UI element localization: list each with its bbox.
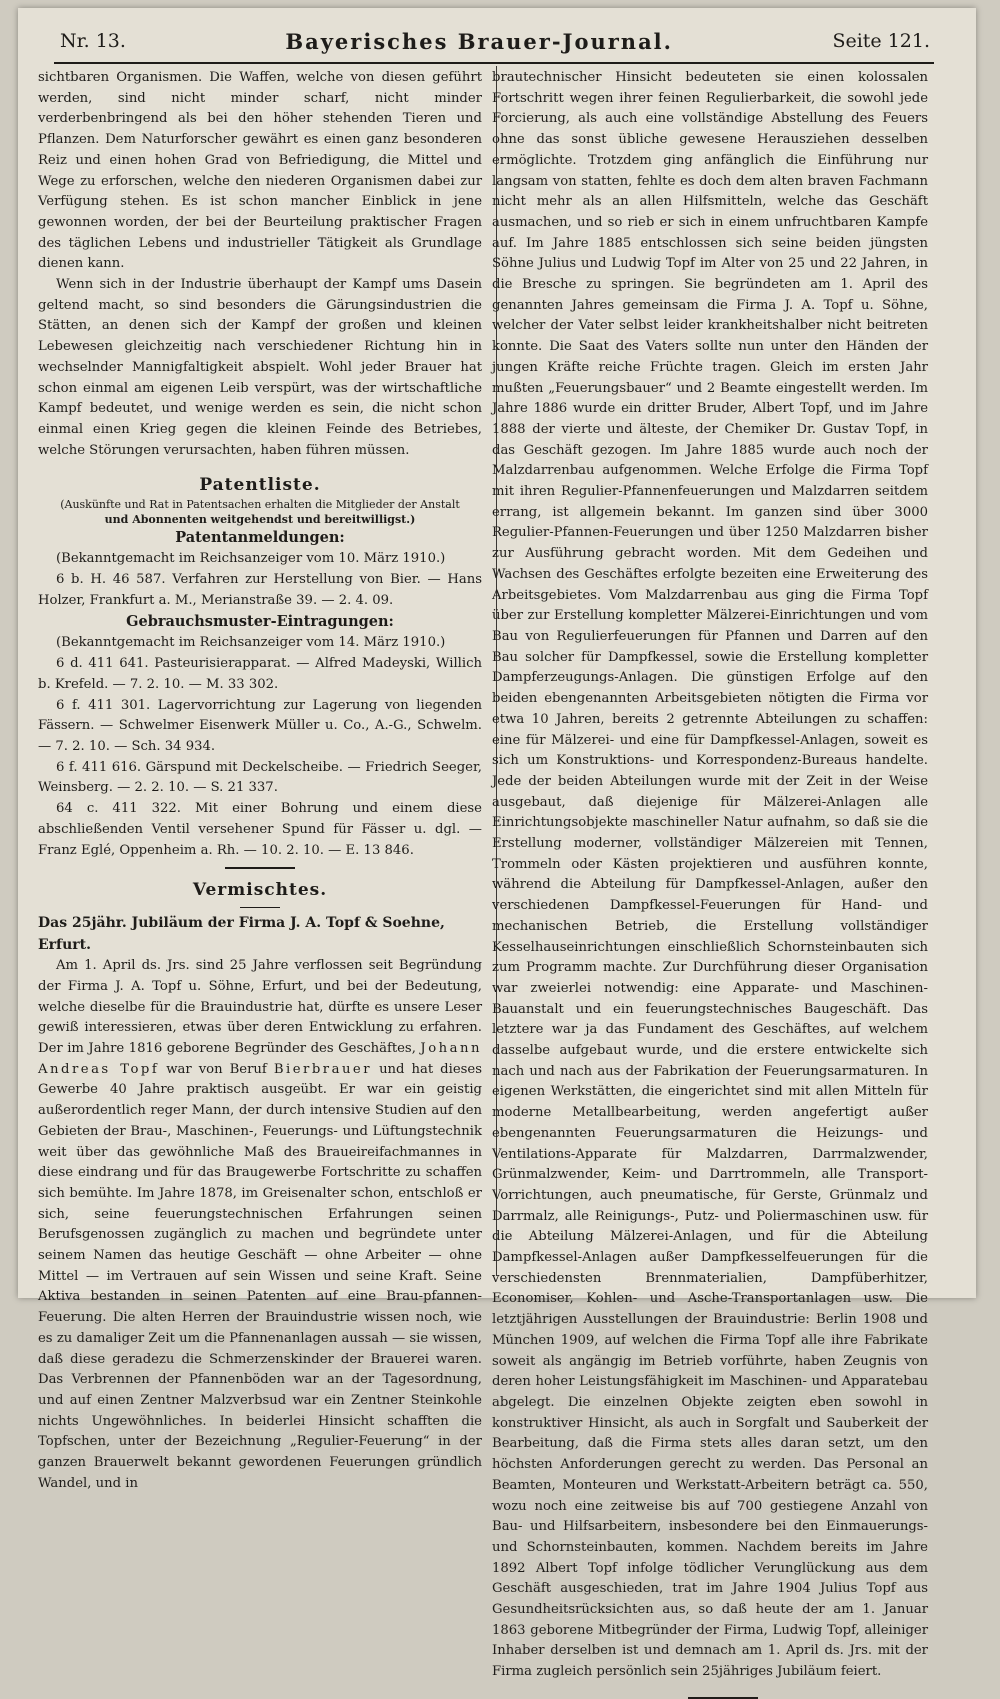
jubilee-text-part: Am 1. April ds. Jrs. sind 25 Jahre verflossen seit Begründung der Firma J. A. Topf u. Söhne, Erfurt, und bei der Bedeutung, welche dieselbe für die Brauindustrie hat, dürfte es unsere Leser gewiß interessieren, etwas über deren Entwicklung zu erfahren. Der im Jahre 1816 geborene Begründer des Geschäftes, — [38, 958, 482, 1057]
patent-list-heading: Patentliste. — [199, 475, 321, 496]
utility-models-heading: Gebrauchsmuster-Eintragungen: — [126, 613, 394, 631]
patent-note-line-1: (Auskünfte und Rat in Patentsachen erhalten die Mitglieder der Anstalt — [60, 498, 460, 512]
publication-note: (Bekanntgemacht im Reichsanzeiger vom 10. März 1910.) — [56, 551, 446, 567]
article-continuation: sichtbaren Organismen. Die Waffen, welche von diesen geführt werden, sind nicht minder scharf, nicht minder verderbenbringend als bei den höher stehenden Tieren und Pflanzen. Dem Naturforscher gewährt es einen ganz besonderen Reiz und einen hohen Grad von Befriedigung, die Mittel und Wege zu erforschen, welche den niederen Organismen dabei zur Verfügung stehen. Es ist schon mancher Einblick in jene gewonnen worden, der bei der Beurteilung praktischer Fragen des täglichen Lebens und industrieller Tätigkeit als Grundlage dienen kann. — [38, 70, 482, 272]
miscellaneous-heading: Vermischtes. — [192, 880, 328, 901]
article-paragraph: Wenn sich in der Industrie überhaupt der Kampf ums Dasein geltend macht, so sind besonders die Gärungsindustrien die Stätten, an denen sich der Kampf der großen und kleinen Lebewesen gleichzeitig nach verschiedener Richtung hin in wechselnder Mannigfaltigkeit abspielt. Wohl jeder Brauer hat schon einmal am eigenen Leib verspürt, was der wirtschaftliche Kampf bedeutet, und wenige werden es sein, die nicht schon einmal einen Krieg gegen die kleinen Feinde des Betriebes, welche Störungen verursachten, haben führen müssen. — [38, 277, 482, 458]
jubilee-article-continuation: brautechnischer Hinsicht bedeuteten sie einen kolossalen Fortschritt wegen ihrer feinen Regulierbarkeit, die sowohl jede Forcierung, als auch eine vollständige Abstellung des Feuers ohne das sonst übliche gewesene Herausziehen desselben ermöglichte. Trotzdem ging anfänglich die Einführung nur langsam von statten, fehlte es doch dem alten braven Fachmann nicht mehr als an allen Hilfsmitteln, welche das Geschäft ausmachen, und so rieb er sich in einem unfruchtbaren Kampfe auf. Im Jahre 1885 entschlossen sich seine beiden jüngsten Söhne Julius und Ludwig Topf im Alter von 25 und 22 Jahren, in die Bresche zu springen. Sie begründeten am 1. April des genannten Jahres gemeinsam die Firma J. A. Topf u. Söhne, welcher der Vater selbst leider krankheitshalber nicht beitreten konnte. Die Saat des Vaters sollte nun unter den Händen der jungen Kräfte reiche Früchte tragen. Gleich im ersten Jahr mußten „Feuerungsbauer“ und 2 Beamte eingestellt werden. Im Jahre 1886 wurde ein dritter Bruder, Albert Topf, und im Jahre 1888 der vierte und älteste, der Chemiker Dr. Gustav Topf, in das Geschäft gezogen. Im Jahre 1885 wurde auch noch der Malzdarrenbau aufgenommen. Welche Erfolge die Firma Topf mit ihren Regulier-Pfannenfeuerungen und Malzdarren seitdem errang, ist allgemein bekannt. Im ganzen sind über 3000 Regulier-Pfannen-Feuerungen und über 1250 Malzdarren bisher zur Ausführung gebracht worden. Mit dem Gedeihen und Wachsen des Geschäftes erfolgte bezeiten eine Erweiterung des Arbeitsgebietes. Vom Malzdarrenbau aus ging die Firma Topf über zur Erstellung kompletter Mälzerei-Einrichtungen und vom Bau von Regulierfeuerungen für Pfannen und Darren auf den Bau solcher für Dampfkessel, sowie die Erstellung kompletter Dampferzeugungs-Anlagen. Die günstigen Erfolge auf den beiden ebengenannten Arbeitsgebieten nötigten die Firma vor etwa 10 Jahren, bereits 2 getrennte Abteilungen zu schaffen: eine für Mälzerei- und eine für Dampfkessel-Anlagen, soweit es sich um Konstruktions- und Korrespondenz-Bureaus handelte. Jede der beiden Abteilungen wurde mit der Zeit in der Weise ausgebaut, daß diejenige für Mälzerei-Anlagen alle Einrichtungsobjekte maschineller Natur aufnahm, so daß sie die Erstellung moderner, vollständiger Mälzereien mit Tennen, Trommeln oder Kästen projektieren und ausführen konnte, während die Abteilung für Dampfkessel-Anlagen, außer den verschiedenen Dampfkessel-Feuerungen für Hand- und mechanischen Betrieb, die Erstellung vollständiger Kesselhauseinrichtungen einschließlich Schornsteinbauten sich zum Programm machte. Zur Durchführung dieser Organisation war zweierlei notwendig: eine Apparate- und Maschinen-Bauanstalt und ein feuerungstechnisches Baugeschäft. Das letztere war ja das Fundament des Geschäftes, auf welchem dasselbe aufgebaut wurde, und die erstere entwickelte sich nach und nach aus der Fabrikation der Feuerungsarmaturen. In eigenen Werkstätten, die eingerichtet sind mit allen Mitteln für moderne Metallbearbeitung, werden angefertigt außer ebengenannten Feuerungsarmaturen die Heizungs- und Ventilations-Apparate für Malzdarren, Darrmalzwender, Grünmalzwender, Keim- und Darrtrommeln, alle Transport-Vorrichtungen, auch pneumatische, für Gerste, Grünmalz und Darrmalz, alle Reinigungs-, Putz- und Poliermaschinen usw. für die Abteilung Mälzerei-Anlagen, und für die Abteilung Dampfkessel-Anlagen außer Dampfkesselfeuerungen für die verschiedensten Brennmaterialien, Dampfüberhitzer, Economiser, Kohlen- und Asche-Transportanlagen usw. Die letztjährigen Ausstellungen der Brauindustrie: Berlin 1908 und München 1909, auf welchen die Firma Topf alle ihre Fabrikate soweit als angängig im Betrieb vorführte, haben Zeugnis von deren hoher Leistungsfähigkeit im Maschinen- und Apparatebau abgelegt. Die einzelnen Objekte zeigten eben sowohl in konstruktiver Hinsicht, als auch in Sorgfalt und Sauberkeit der Bearbeitung, daß die Firma stets alles daran setzt, um den höchsten Anforderungen gerecht zu werden. Das Personal an Beamten, Monteuren und Werkstatt-Arbeitern beträgt ca. 550, wozu noch eine zeitweise bis auf 700 gestiegene Anzahl von Bau- und Hilfsarbeitern, insbesondere bei den Einmauerungs- und Schornsteinbauten, kommen. Nachdem bereits im Jahre 1892 Albert Topf infolge tödlicher Verunglückung aus dem Geschäft ausgeschieden, trat im Jahre 1904 Julius Topf aus Gesundheitsrücksichten aus, so daß heute der am 1. Januar 1863 geborene Mitbegründer der Firma, Ludwig Topf, alleiniger Inhaber derselben ist und demnach am 1. April ds. Jrs. mit der Firma zugleich persönlich sein 25jähriges Jubiläum feiert. — [492, 70, 928, 1680]
publication-note: (Bekanntgemacht im Reichsanzeiger vom 14. März 1910.) — [56, 635, 446, 651]
jubilee-article-title: Das 25jähr. Jubiläum der Firma J. A. Topf & Soehne, Erfurt. — [38, 915, 445, 954]
patent-applications-heading: Patentanmeldungen: — [175, 529, 345, 547]
founder-profession: Bierbrauer — [273, 1061, 373, 1077]
journal-title: Bayerisches Brauer-Journal. — [285, 28, 673, 54]
patent-note-line-2: und Abonnenten weitgehendst und bereitwilligst.) — [104, 513, 416, 527]
utility-model-entry: 6 f. 411 616. Gärspund mit Deckelscheibe. — Friedrich Seeger, Weinsberg. — 2. 2. 10. — S. 21 337. — [38, 759, 482, 796]
section-rule — [240, 907, 280, 908]
page-header — [60, 24, 930, 58]
jubilee-text-part: war von Beruf — [166, 1061, 267, 1077]
section-rule — [225, 867, 295, 869]
founder-name: Johann Andreas Topf — [38, 1041, 482, 1077]
utility-model-entry: 6 f. 411 301. Lagervorrichtung zur Lagerung von liegenden Fässern. — Schwelmer Eisenwerk Müller u. Co., A.-G., Schwelm. — 7. 2. 10. — Sch. 34 934. — [38, 697, 482, 754]
utility-model-entry: 6 d. 411 641. Pasteurisierapparat. — Alfred Madeyski, Willich b. Krefeld. — 7. 2. 10. — M. 33 302. — [38, 656, 482, 692]
header-rule — [54, 62, 934, 64]
patent-entry: 6 b. H. 46 587. Verfahren zur Herstellung von Bier. — Hans Holzer, Frankfurt a. M., Merianstraße 39. — 2. 4. 09. — [38, 572, 482, 608]
utility-model-entry: 64 c. 411 322. Mit einer Bohrung und einem diese abschließenden Ventil versehener Spund für Fässer u. dgl. — Franz Eglé, Oppenheim a. Rh. — 10. 2. 10. — E. 13 846. — [38, 801, 482, 858]
left-column — [38, 68, 482, 1494]
jubilee-text-part: und hat dieses Gewerbe 40 Jahre praktisch ausgeübt. Er war ein geistig außerordentlich reger Mann, der durch intensive Studien auf den Gebieten der Brau-, Maschinen-, Feuerungs- und Lüftungstechnik weit über das gewöhnliche Maß des Braueireifachmannes in diese eindrang und für das Braugewerbe Fortschritte zu schaffen sich bemühte. Im Jahre 1878, im Greisenalter schon, entschloß er sich, seine feuerungstechnischen Erfahrungen seinen Berufsgenossen zugänglich zu machen und begründete unter seinem Namen das heutige Geschäft — ohne Arbeiter — ohne Mittel — im Vertrauen auf sein Wissen und seine Kraft. Seine Aktiva bestanden in seinen Patenten auf eine Brau-pfannen-Feuerung. Die alten Herren der Brauindustrie wissen noch, wie es zu damaliger Zeit um die Pfannenanlagen aussah — sie wissen, daß diese geradezu die Schmerzenskinder der Brauerei waren. Das Verbrennen der Pfannenböden war an der Tagesordnung, und auf einen Zentner Malzverbsud war ein Zentner Steinkohle nichts Ungewöhnliches. In beiderlei Hinsicht schafften die Topfschen, unter der Bezeichnung „Regulier-Feuerung“ in der ganzen Brauerwelt bekannt gewordenen Feuerungen gründlich Wandel, und in — [38, 1061, 482, 1491]
page-number: Seite 121. — [832, 30, 930, 52]
newspaper-page — [18, 8, 976, 1680]
issue-number: Nr. 13. — [60, 30, 126, 52]
jubilee-article-text — [38, 956, 482, 1494]
right-column — [492, 68, 928, 1699]
